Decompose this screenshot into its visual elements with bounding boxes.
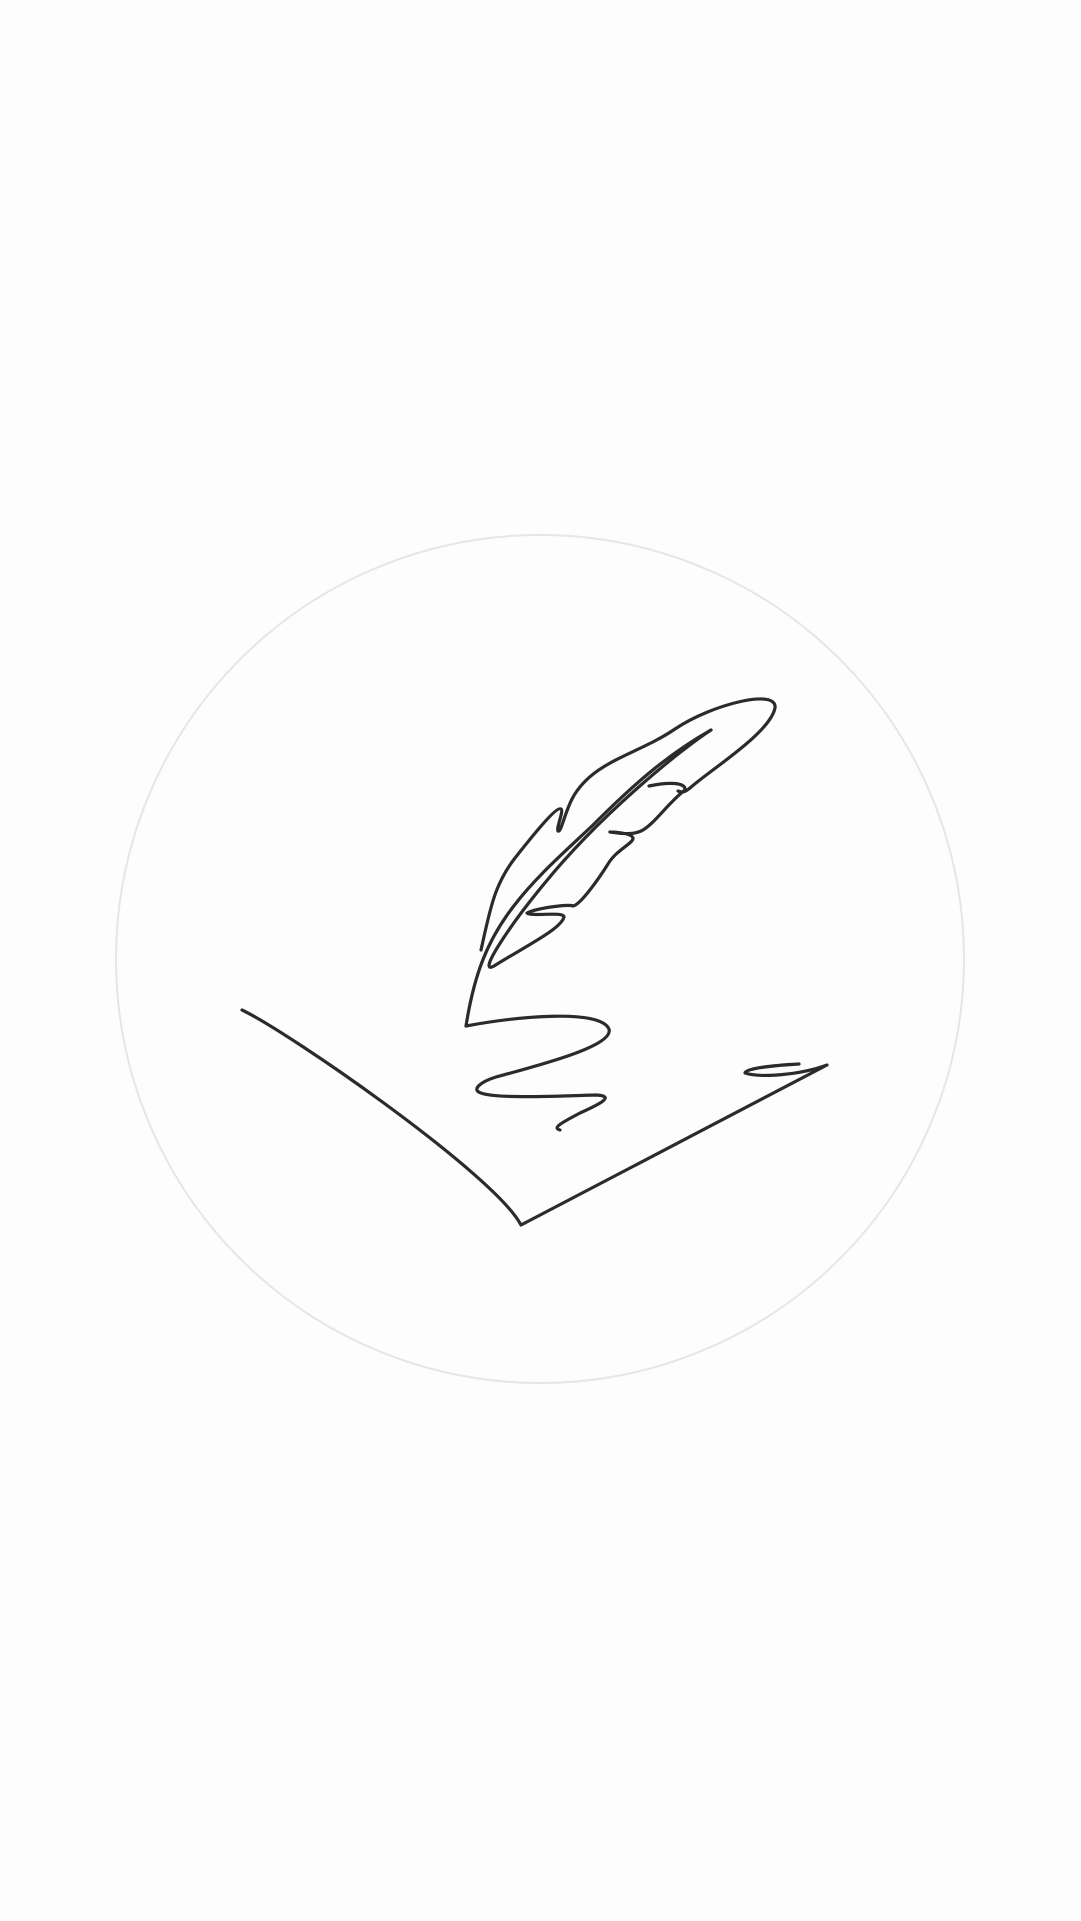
ink-scribble — [466, 1016, 609, 1130]
check-mark — [242, 1010, 827, 1225]
feather-outline — [481, 699, 775, 950]
check-stroke — [242, 1010, 827, 1225]
quill-feather — [466, 699, 775, 1130]
